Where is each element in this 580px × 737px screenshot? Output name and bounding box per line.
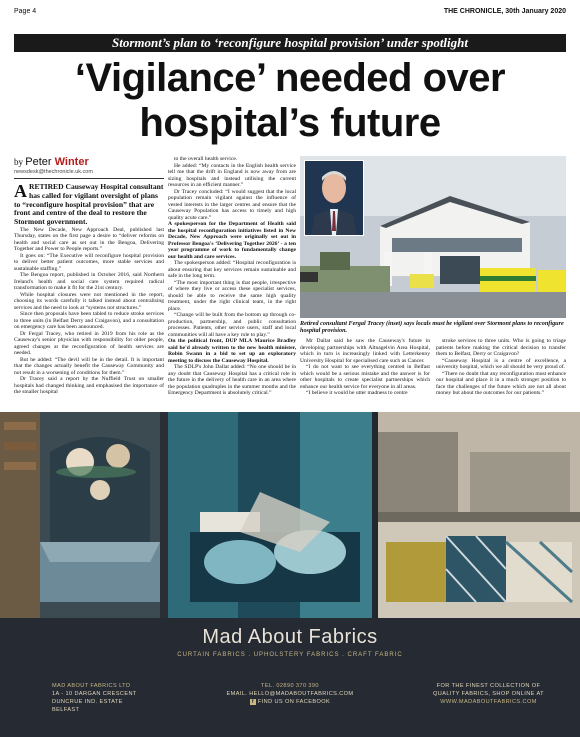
bold-paragraph: On the political front, DUP MLA Maurice Bradley said he'd already written to the new health minister, Robin Swann in a bid to set up an exploratory meeting to discuss the Causeway Hospital. <box>168 338 296 364</box>
paragraph: Mr Dallat said he saw the Causeway's future in developing partnerships with Altnagelvin Area Hospital, which in turn is increasingly linked with Letterkenny University Hospital for specialised care such as Cancer. <box>300 338 430 364</box>
article-column-3 <box>300 338 430 408</box>
paragraph: “The most important thing is that people, irrespective of where they live or access these specialist services, should be able to receive the same high quality treatment, under the right clinical team, in the right place. <box>168 279 296 312</box>
paragraph: Since then proposals have been tabled to reduce stroke services to three units (in Belfast Derry and Craigavon), and a consultation on emergency care has been announced. <box>14 311 164 331</box>
paragraph: “I do not want to see everything centred in Belfast which would be a serious mistake and the answer is for other hospitals to create specialist partnerships which enhance our health service for everyone in all areas. <box>300 364 430 390</box>
paragraph: “I believe it would be utter madness to centre <box>306 390 408 396</box>
page-number: Page 4 <box>14 8 37 15</box>
article-intro: ARETIRED Causeway Hospital consultant has called for vigilant oversight of plans to “reconfigure hospital provision” that are front and centre of the deal to restore the Stormont government. <box>14 181 164 227</box>
paragraph: The spokesperson added: “Hospital reconfiguration is about ensuring that key services remain sustainable and safe in the long term. <box>168 260 296 279</box>
paragraph: The Bengoa report, published in October 2016, said Northern Ireland's health and social care system required radical transformation to make it fit for the 21st century. <box>14 272 164 292</box>
page-folio <box>14 8 566 20</box>
byline-by: by <box>14 157 23 167</box>
advert-tagline: CURTAIN FABRICS . UPHOLSTERY FABRICS . CRAFT FABRIC <box>177 652 403 658</box>
paragraph: He added: “My contacts in the English health service tell me that the drift in England is now away from are sizing hospitals and instead utilising the current resources in an efficient manner.” <box>168 162 296 188</box>
paragraph: While hospital closures were not mentioned in the report, choosing its words carefully it talked instead about centralising services and the need to look at “systems not structures.” <box>14 291 164 311</box>
advert-address: MAD ABOUT FABRICS LTD 1A - 10 DARGAN CRESCENT DUNCRUE IND. ESTATE BELFAST <box>52 683 137 713</box>
advert-website[interactable]: WWW.MADABOUTFABRICS.COM <box>440 699 537 705</box>
author-first-name: Peter <box>25 156 52 168</box>
paragraph: stroke services to three units. Who is going to triage patients before making the critical decision to transfer them to Belfast, Derry or Craigavon? <box>436 338 566 357</box>
byline-divider <box>14 178 164 179</box>
strapline: Stormont’s plan to ‘reconfigure hospital provision’ under spotlight <box>14 34 566 52</box>
paragraph: The SDLP's John Dallat added: “No one should be in any doubt that Causeway Hospital has a critical role in the future in the delivery of health care in an area where the population quadruples in the summer months and the Emergency Department is absolutely critical.” <box>168 364 296 396</box>
paragraph: “There no doubt that any reconfiguration must enhance our hospital and place it in a much stronger position to face the challenges of the future which are not all about money but about the outcomes for our patients.” <box>436 370 566 396</box>
facebook-icon: f <box>251 699 254 705</box>
byline <box>14 156 164 168</box>
advert-promo: FOR THE FINEST COLLECTION OF QUALITY FABRICS, SHOP ONLINE AT WWW.MADABOUTFABRICS.COM <box>433 683 544 705</box>
paragraph: to the overall health service. <box>174 156 238 162</box>
paragraph: It goes on: “The Executive will reconfigure hospital provision to deliver better patient outcomes, more stable services and sustainable staffing.” <box>14 252 164 272</box>
advert-email[interactable]: EMAIL. HELLO@MADABOUTFABRICS.COM <box>226 691 354 697</box>
fabric-showroom-photos <box>0 412 580 618</box>
drop-cap: A <box>14 181 27 201</box>
paragraph: Dr Tracey said a report by the Nuffield Trust on smaller hospitals had changed thinking and emphasised the importance of the smaller hospital <box>14 376 164 396</box>
headline <box>14 56 566 152</box>
portrait-illustration <box>305 161 363 235</box>
bold-paragraph: A spokesperson for the Department of Health said the hospital reconfiguration initiatives listed in New Decade, New Approach were originally set out in Professor Bengoa's ‘Delivering Together 2026’ - a ten year programme of work to fundamentally change our health and care services. <box>168 221 296 260</box>
paragraph: Dr Tracey concluded: “I would suggest that the local population remain vigilant against the influence of vested interests in the larger centres and ensure that the Causeway Population has access to timely and high quality acute care.” <box>168 188 296 221</box>
hospital-photo <box>300 156 566 318</box>
publication-date: THE CHRONICLE, 30th January 2020 <box>443 8 566 15</box>
article-column-2 <box>168 156 296 408</box>
article-column-1 <box>14 156 164 408</box>
paragraph: “Causeway Hospital is a centre of excellence, a university hospital, which we all should be very proud of. <box>436 357 566 370</box>
photo-caption: Retired consultant Fergal Tracey (inset) says locals must be vigilant over Stormont plans to reconfigure hospital provision. <box>300 320 564 334</box>
paragraph: The New Decade, New Approach Deal, published last Thursday, states on the first page a desire to “deliver reforms on health and social care as set out in the Bengoa, Delivering Together and Power to People reports.” <box>14 226 164 253</box>
author-email[interactable]: newsdesk@thechronicle.uk.com <box>14 169 93 175</box>
article-column-4 <box>436 338 566 408</box>
paragraph: “Change will be built from the bottom up through co-production, partnership, and public consultation processes. Patients, other service users, staff and local communities will all have a key role to play.” <box>168 312 296 338</box>
headline-line-2: hospital’s future <box>139 101 441 145</box>
advert-tel[interactable]: TEL. 02890 370 390 <box>261 683 319 689</box>
author-last-name: Winter <box>54 156 89 168</box>
paragraph: Dr Fergal Tracey, who retired in 2019 from his role as the Causeway's senior physician with responsibility for older people, agreed changes at the reconfiguration of health services are needed. <box>14 330 164 357</box>
inset-portrait <box>304 160 364 236</box>
headline-line-1: ‘Vigilance’ needed over <box>74 56 506 100</box>
advert-facebook[interactable]: f FIND US ON FACEBOOK <box>251 699 331 705</box>
advert-brand: Mad About Fabrics <box>202 626 378 648</box>
fabric-advert[interactable] <box>0 412 580 737</box>
paragraph: But he added: “The devil will be in the detail. It is important that the changes actually benefit the Causeway Community and not result in a worsening of conditions for them.” <box>14 356 164 376</box>
